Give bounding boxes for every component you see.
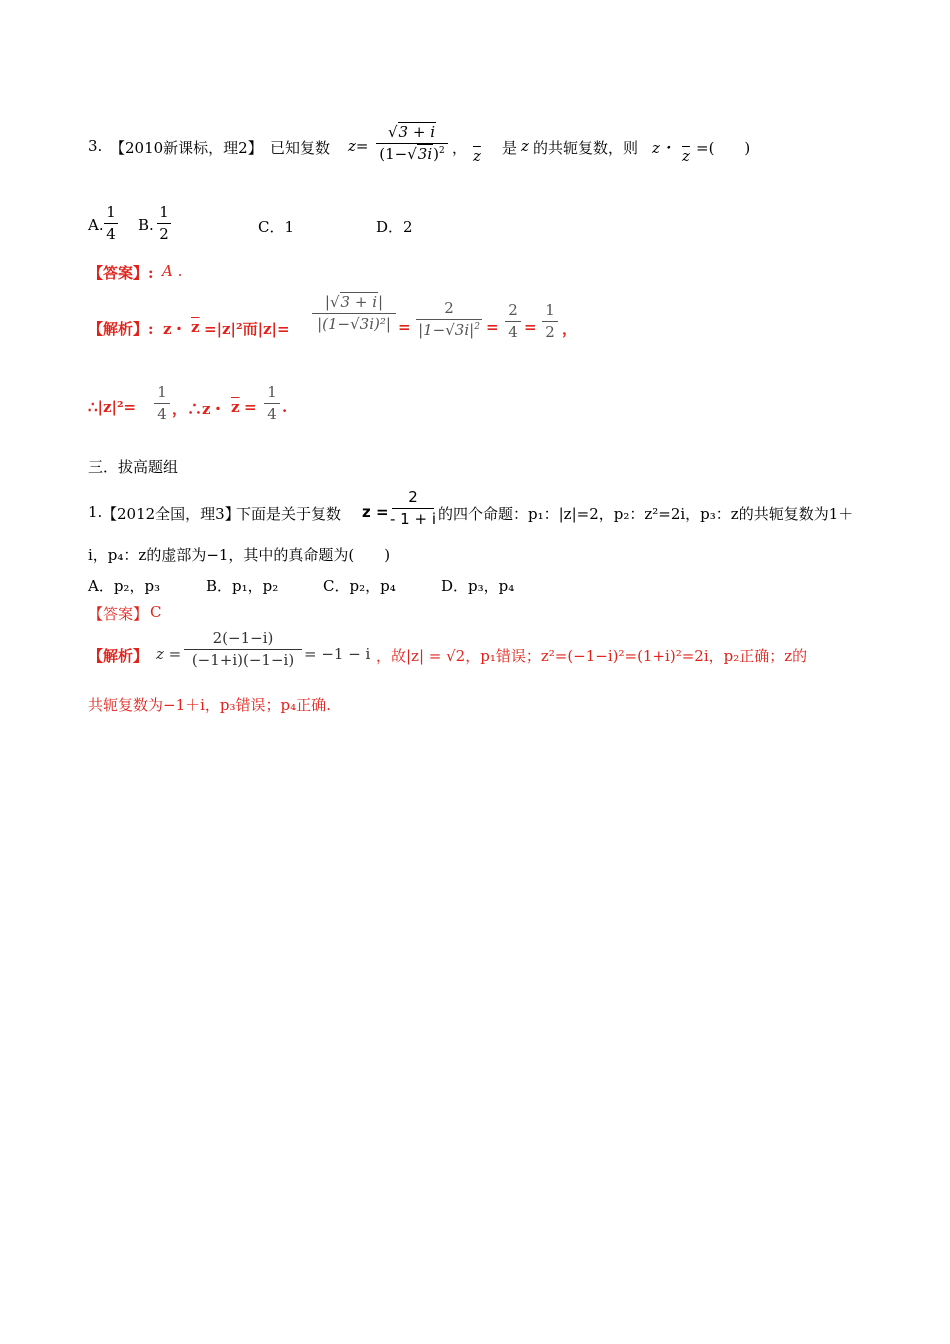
q3-source: 【2010新课标，理2】 <box>110 139 263 157</box>
q3-opt-c: C．1 <box>258 218 295 236</box>
q3-zbar-2: $\overline{z}$ <box>682 147 690 165</box>
section-heading: 三．拔高题组 <box>88 458 179 476</box>
q3-opt-a-label: A. <box>88 216 104 234</box>
q1-analysis-line1: ，故|z| = √2，p₁错误；z²=(−1−i)²=(1+i)²=2i，p₂正确；z的 <box>376 647 808 665</box>
q3-zbar: $\overline{z}$ <box>473 147 481 165</box>
q3-an-frac-1: |√3 + i| |(1−√3i)²| <box>312 294 396 332</box>
q1-answer-value: C <box>150 603 162 621</box>
q1-opt-d: D．p₃，p₄ <box>441 577 515 595</box>
q3-an-frac-4: 1 2 <box>542 302 558 340</box>
q3-an-frac-2: 2 $|1-√3i|^2$ <box>416 300 482 338</box>
q1-an-fraction: 2(−1−i) (−1+i)(−1−i) <box>184 630 302 668</box>
q3-answer-label: 【答案】: <box>88 264 154 282</box>
q3-opt-d: D．2 <box>376 218 413 236</box>
q3-opt-b-label: B. <box>138 216 154 234</box>
q3-analysis-label: 【解析】: <box>88 320 154 338</box>
q1-opt-b: B．p₁，p₂ <box>206 577 279 595</box>
q1-stem-a: 下面是关于复数 <box>236 505 342 523</box>
q1-opt-c: C．p₂，p₄ <box>323 577 396 595</box>
q1-opt-a: A．p₂，p₃ <box>88 577 161 595</box>
q3-opt-b-frac: 1 2 <box>157 204 171 242</box>
q3-frac-num: 3 + i <box>398 123 435 141</box>
q1-answer-label: 【答案】 <box>88 605 149 623</box>
q1-analysis-label: 【解析】 <box>88 647 149 665</box>
q3-number: 3. <box>88 137 103 155</box>
q1-source: 【2012全国，理3】 <box>102 505 240 523</box>
q3-fraction: √3 + i $(1-√3i)^2$ <box>376 124 448 162</box>
q1-stem-b: 的四个命题：p₁：|z|=2，p₂：z²=2i，p₃：z的共轭复数为1＋ <box>438 505 854 523</box>
q3-an-frac-6: 1 4 <box>264 384 280 422</box>
q3-opt-a-frac: 1 4 <box>104 204 118 242</box>
q3-stem-a: 已知复数 <box>270 139 331 157</box>
q1-fraction: 2 - 1 + i <box>390 488 436 528</box>
q3-answer-value: A . <box>162 262 183 280</box>
q3-z-eq: z= <box>348 137 369 155</box>
q3-an-frac-3: 2 4 <box>505 302 521 340</box>
q1-stem-line2: i，p₄：z的虚部为−1，其中的真命题为( ) <box>88 546 391 564</box>
q1-analysis-line2: 共轭复数为−1＋i，p₃错误；p₄正确. <box>88 696 331 714</box>
q1-number: 1. <box>88 503 103 521</box>
q3-an-frac-5: 1 4 <box>154 384 170 422</box>
